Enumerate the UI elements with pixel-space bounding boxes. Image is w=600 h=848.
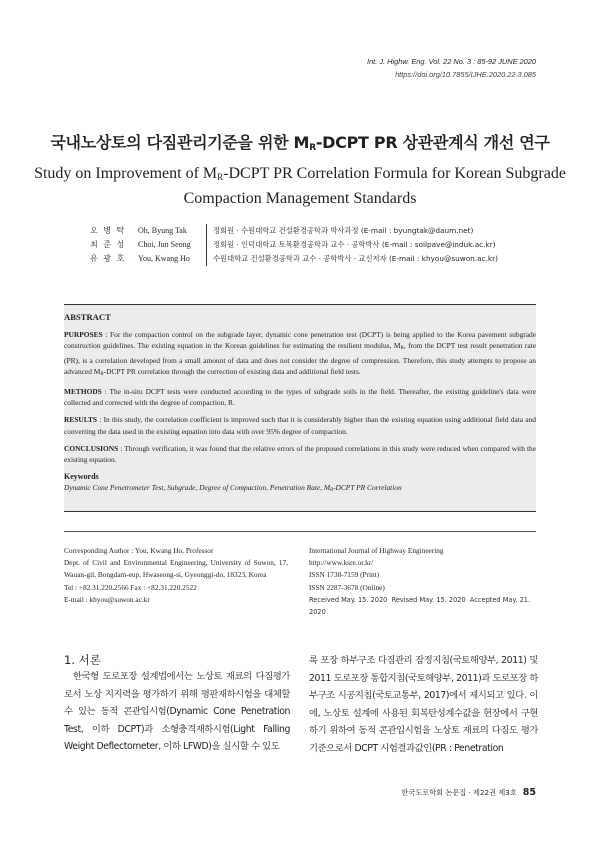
author-affiliation: 정회원 · 수원대학교 건설환경공학과 박사과정 (E-mail : byungtak@daum.net)	[213, 226, 474, 235]
section-heading: 1. 서론	[64, 653, 101, 667]
author-korean-name: 최 준 성	[90, 240, 126, 249]
journal-doi: https://doi.org/10.7855/IJHE.2020.22.3.085	[395, 70, 536, 79]
author-list	[90, 224, 498, 266]
journal-header	[367, 55, 536, 81]
author-affiliation: 수원대학교 건설환경공학과 교수 · 공학박사 · 교신저자 (E-mail : khyou@suwon.ac.kr)	[213, 254, 499, 263]
abstract-content	[64, 312, 536, 497]
keywords-subscript: R	[330, 488, 334, 494]
abstract-box	[64, 304, 536, 512]
author-row	[90, 224, 498, 238]
keywords-text: -DCPT PR Correlation	[333, 483, 402, 493]
purposes-text: -DCPT PR correlation through the correction of existing data and additional field tests.	[103, 366, 361, 376]
received-date: May. 15. 2020	[341, 595, 388, 604]
correspondence-line: E-mail : khyou@suwon.ac.kr	[64, 594, 150, 604]
correspondence-line: Tel : +82.31.220.2566 Fax : +82.31.220.2522	[64, 582, 197, 592]
results-label: RESULTS	[64, 415, 98, 425]
abstract-conclusions	[64, 443, 536, 465]
title-en-part: -DCPT PR Correlation Formula for Korean Subgrade	[223, 165, 566, 182]
page-number: 85	[522, 787, 536, 798]
title-en-part: Study on Improvement of M	[34, 165, 218, 182]
conclusions-text: : Through verification, it was found that the relative errors of the proposed correlations in this study were reduced when compared with the existing equation.	[64, 443, 536, 465]
author-korean-name: 유 광 호	[90, 254, 126, 263]
journal-citation: Int. J. Highw. Eng. Vol. 22 No. 3 : 85-92 JUNE 2020	[367, 57, 536, 66]
purposes-subscript: R	[400, 346, 404, 352]
footer-text: 한국도로학회 논문집 · 제22권 제3호	[401, 788, 517, 797]
journal-info-line: ISSN 2287-3678 (Online)	[309, 582, 385, 592]
correspondence-line: Dept. of Civil and Environmental Engineering, University of Suwon, 17, Wauan-gil, Bongdam-eup, Hwaseong-si, Gyeonggi-do, 18323, Korea	[64, 558, 288, 580]
author-english-name: You, Kwang Ho	[138, 252, 207, 266]
author-english-name: Choi, Jun Seong	[138, 238, 207, 252]
body-text-right: 록 포장 하부구조 다짐관리 잠정지침(국토해양부, 2011) 및 2011 도로포장 통합지침(국토해양부, 2011)과 도로포장 하부구조 시공지침(국토교통부, 2017)에서 제시되고 있다. 이에, 노상토 설계에 사용된 회복탄성계수값을 현장에서 구현하기 위하여 동적 콘관입시험을 노상토 재료의 다짐도 평가기준으로서 DCPT 시험결과값인(PR : Penetration	[309, 655, 538, 754]
title-korean	[0, 130, 600, 153]
correspondence-info	[64, 545, 288, 606]
methods-text: : The in-situ DCPT tests were conducted according to the types of subgrade soils in the field. Thereafter, the existing guideline's data were collected and corrected with the degree of compaction, R.	[64, 387, 536, 408]
journal-info-line: http://www.ksre.or.kr/	[309, 558, 374, 568]
author-affiliation: 정회원 · 인덕대학교 토목환경공학과 교수 · 공학박사 (E-mail : soilpave@induk.ac.kr)	[213, 240, 496, 249]
abstract-results	[64, 414, 536, 436]
page-footer	[401, 787, 536, 798]
abstract-heading: ABSTRACT	[64, 312, 111, 322]
conclusions-label: CONCLUSIONS	[64, 443, 119, 453]
title-en-subscript: R	[217, 172, 224, 182]
accepted-label: Accepted	[469, 595, 501, 604]
purposes-text: : For the compaction control on the subgrade layer, dynamic cone penetration test (DCPT) is being applied to the Korea pavement subgrade construction guidelines. The existing equation in the Korean guidelines for estimating the resilient modulus, M	[64, 330, 536, 351]
received-label: Received	[309, 595, 339, 604]
author-row	[90, 252, 498, 266]
section-divider	[64, 531, 536, 532]
title-ko-subscript: R	[309, 143, 316, 153]
journal-info-line: International Journal of Highway Engineering	[309, 546, 444, 555]
author-english-name: Oh, Byung Tak	[138, 224, 207, 238]
title-english	[0, 163, 600, 209]
purposes-label: PURPOSES	[64, 330, 103, 340]
results-text: : In this study, the correlation coefficient is improved such that it is considerably higher than the existing equation using additional field data and converting the data used in the existing equation into data with over 95% degree of compaction.	[64, 415, 536, 436]
abstract-purposes	[64, 329, 536, 380]
accepted-date: May. 21. 2020	[309, 595, 531, 617]
body-text-left: 한국형 도로포장 설계법에서는 노상토 재료의 다짐평가로서 노상 지지력을 평가하기 위해 평판재하시험을 대체할 수 있는 동적 콘관입시험(Dynamic Cone Penetration Test, 이하 DCPT)과 소형충격재하시험(Light Falling Weight Deflectometer, 이하 LFWD)을 실시할 수 있도	[64, 671, 290, 753]
correspondence-line: Corresponding Author : You, Kwang Ho, Professor	[64, 546, 214, 555]
abstract-methods	[64, 386, 536, 408]
keywords-text: Dynamic Cone Penetrometer Test, Subgrade, Degree of Compaction, Penetration Rate, M	[64, 483, 331, 493]
revised-label: Revised	[391, 595, 418, 604]
title-en-line2: Compaction Management Standards	[183, 190, 417, 207]
date-line	[309, 594, 539, 618]
title-ko-part: -DCPT PR 상관관계식 개선 연구	[315, 133, 550, 152]
purposes-subscript: R	[100, 371, 104, 377]
author-korean-name: 오 병 탁	[90, 226, 126, 235]
journal-info-line: ISSN 1738-7159 (Print)	[309, 570, 380, 580]
title-ko-part: 국내노상토의 다짐관리기준을 위한 M	[50, 133, 310, 152]
methods-label: METHODS	[64, 387, 102, 397]
journal-info	[309, 545, 539, 618]
revised-date: May. 15. 2020	[419, 595, 466, 604]
keywords-list	[64, 482, 536, 496]
keywords-heading: Keywords	[64, 472, 99, 482]
author-row	[90, 238, 498, 252]
purposes-text: , from the DCPT test result penetration rate (PR), is a correlation developed from a small amount of data and does not consider the degree of compression. Therefore, this study attempts to propose an advanced M	[64, 341, 536, 376]
